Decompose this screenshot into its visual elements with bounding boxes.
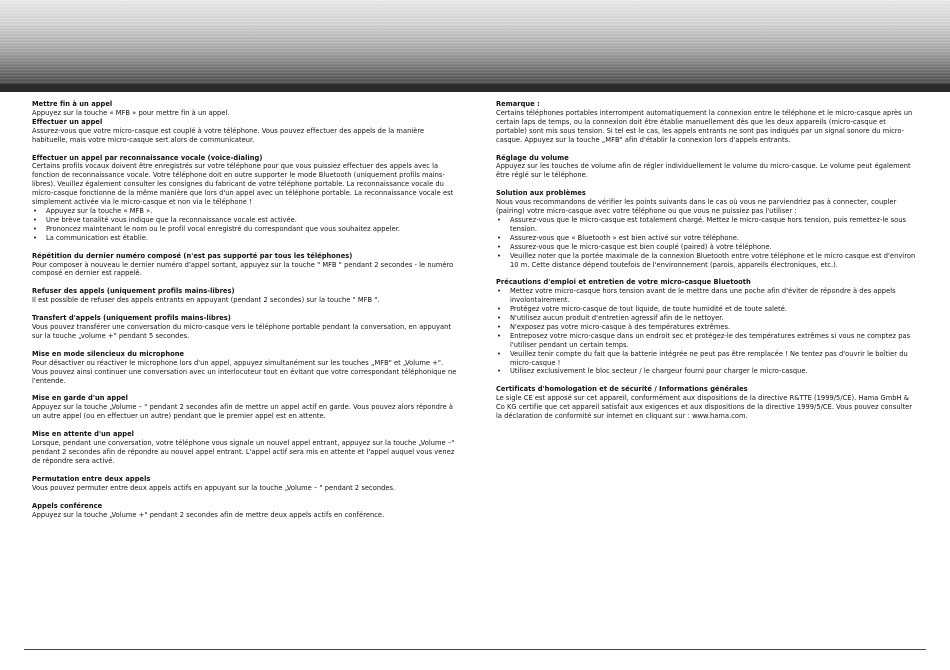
list-item: • Veuillez tenir compte du fait que la batterie intégrée ne peut pas être remplacée ! Ne tentez pas d'ouvrir le boîtier du micro-casque ! [496, 350, 916, 368]
bullet-list [32, 207, 457, 243]
heading: Permutation entre deux appels [32, 473, 151, 483]
heading: Répétition du dernier numéro composé (n'est pas supporté par tous les téléphones) [32, 250, 353, 260]
list-item: • Appuyez sur la touche « MFB ». [32, 207, 457, 216]
section-garde [32, 394, 457, 421]
section-remarque [496, 100, 916, 145]
header-dark-bar [0, 84, 950, 92]
paragraph: Il est possible de refuser des appels entrants en appuyant (pendant 2 secondes) sur la touche " MFB ". [32, 295, 380, 305]
heading: Remarque : [496, 99, 540, 108]
heading: Réglage du volume [496, 152, 569, 162]
heading: Refuser des appels (uniquement profils mains-libres) [32, 286, 235, 296]
right-column [496, 100, 916, 430]
section-silencieux [32, 350, 457, 386]
heading: Solution aux problèmes [496, 188, 586, 198]
heading: Mise en mode silencieux du microphone [32, 348, 185, 358]
paragraph: Vous pouvez permuter entre deux appels actifs en appuyant sur la touche „Volume – " pendant 2 secondes. [32, 482, 396, 492]
section-permutation [32, 475, 457, 493]
section-voice-dialing [32, 154, 457, 243]
heading: Effectuer un appel par reconnaissance vocale (voice-dialing) [32, 152, 263, 162]
list-item: • Utilisez exclusivement le bloc secteur / le chargeur fourni pour charger le micro-casque. [496, 367, 916, 376]
bullet-list [496, 287, 916, 376]
list-item: • Assurez-vous que le micro-casque est totalement chargé. Mettez le micro-casque hors tension, puis remettez-le sous tension. [496, 216, 916, 234]
paragraph: Appuyez sur la touche „Volume – " pendant 2 secondes afin de mettre un appel actif en garde. Vous pouvez alors répondre à un autre appel (ou en effectuer un autre) pendant que le premier appel est en attente. [32, 402, 454, 421]
paragraph: Vous pouvez transférer une conversation du micro-casque vers le téléphone portable pendant la conversation, en appuyant sur la touche „volume +" pendant 5 secondes. [32, 322, 452, 340]
section-solution [496, 189, 916, 269]
list-item: • Une brève tonalité vous indique que la reconnaissance vocale est activée. [32, 216, 457, 225]
heading: Mettre fin à un appel [32, 99, 113, 108]
left-column [32, 100, 457, 528]
section-reglage [496, 154, 916, 181]
paragraph: Lorsque, pendant une conversation, votre téléphone vous signale un nouvel appel entrant, appuyez sur la touche „Volume –" pendant 2 secondes afin de répondre au nouvel appel entrant. L'appel actif sera mis en attente et l'appel auquel vous venez de répondre sera activé. [32, 438, 455, 465]
heading: Précautions d'emploi et entretien de votre micro-casque Bluetooth [496, 277, 751, 287]
heading: Mise en attente d'un appel [32, 429, 135, 439]
paragraph: Appuyez sur la touche „Volume +" pendant 2 secondes afin de mettre deux appels actifs en conférence. [32, 509, 385, 519]
list-item: • Entreposez votre micro-casque dans un endroit sec et protégez-le des températures extrêmes si vous ne comptez pas l'utiliser pendant un certain temps. [496, 332, 916, 350]
section-refuser [32, 287, 457, 305]
list-item: • Prononcez maintenant le nom ou le profil vocal enregistré du correspondant que vous souhaitez appeler. [32, 225, 457, 234]
list-item: • Protégez votre micro-casque de tout liquide, de toute humidité et de toute saleté. [496, 305, 916, 314]
paragraph: Appuyez sur la touche « MFB » pour mettre fin à un appel. [32, 107, 230, 117]
section-conference [32, 502, 457, 520]
list-item: • Assurez-vous que « Bluetooth » est bien activé sur votre téléphone. [496, 234, 916, 243]
paragraph: Appuyez sur les touches de volume afin de régler individuellement le volume du micro-casque. Le volume peut également être réglé sur le téléphone. [496, 161, 911, 180]
paragraph: Assurez-vous que votre micro-casque est couplé à votre téléphone. Vous pouvez effectuer des appels de la manière habituelle, mais votre micro-casque sert alors de communicateur. [32, 125, 425, 144]
header-metal-band [0, 0, 950, 84]
heading: Appels conférence [32, 500, 103, 510]
heading: Mise en garde d'un appel [32, 393, 128, 403]
bullet-list [496, 216, 916, 269]
paragraph: Pour composer à nouveau le dernier numéro d'appel sortant, appuyez sur la touche " MFB " pendant 2 secondes - le numéro composé en dernier est rappelé. [32, 259, 454, 278]
paragraph: Certains téléphones portables interrompent automatiquement la connexion entre le téléphone et le micro-casque après un certain laps de temps, ou la connexion doit être établie manuellement dès que les deux appareils (micro-casque et portable) sont mis sous tension. Si tel est le cas, les appels entrants ne sont pas indiqués par un signal sonore du micro-casque. Appuyez sur la touche „MFB" afin d'établir la connexion lors d'appels entrants. [496, 107, 913, 144]
list-item: • Assurez-vous que le micro-casque est bien couplé (paired) à votre téléphone. [496, 243, 916, 252]
heading: Transfert d'appels (uniquement profils mains-libres) [32, 313, 231, 323]
heading: Effectuer un appel [32, 116, 103, 126]
list-item: • N'exposez pas votre micro-casque à des températures extrêmes. [496, 323, 916, 332]
section-transfert [32, 314, 457, 341]
paragraph: Le sigle CE est apposé sur cet appareil, conformément aux dispositions de la directive R&TTE (1999/5/CE). Hama GmbH & Co KG certifie que cet appareil satisfait aux exigences et aux dispositions de la directive 1999/5/CE. Vous pouvez consulter la déclaration de conformité sur internet en cliquant sur : www.hama.com. [496, 393, 913, 421]
section-attente [32, 430, 457, 466]
section-mettre-fin [32, 100, 457, 118]
paragraph: Nous vous recommandons de vérifier les points suivants dans le cas où vous ne parviendriez pas à connecter, coupler (pairing) votre micro-casque avec votre téléphone ou que vous ne puissiez pas l'utiliser : [496, 197, 897, 216]
heading: Certificats d'homologation et de sécurité / Informations générales [496, 384, 748, 394]
list-item: • N'utilisez aucun produit d'entretien agressif afin de le nettoyer. [496, 314, 916, 323]
section-certificats [496, 385, 916, 421]
paragraph: Certains profils vocaux doivent être enregistrés sur votre téléphone pour que vous puissiez effectuer des appels avec la fonction de reconnaissance vocale. Votre téléphone doit en outre supporter le mode Bluetooth (uniquement profils mains-libres). Veuillez également consulter les consignes du fabricant de votre téléphone portable. La reconnaissance vocale du micro-casque fonctionne de la même manière que lors d'un appel avec un téléphone portable. La reconnaissance vocale est simplement activée via le micro-casque et non via le téléphone ! [32, 161, 454, 207]
section-precautions [496, 278, 916, 376]
paragraph: Pour désactiver ou réactiver le microphone lors d'un appel, appuyez simultanément sur les touches „MFB" et „Volume +". Vous pouvez ainsi continuer une conversation avec un interlocuteur tout en évitant que votre correspondant téléphonique ne l'entende. [32, 357, 457, 385]
section-repetition [32, 252, 457, 279]
list-item: • Mettez votre micro-casque hors tension avant de le mettre dans une poche afin d'éviter de répondre à des appels involontairement. [496, 287, 916, 305]
section-effectuer [32, 118, 457, 145]
bottom-rule [24, 649, 926, 650]
list-item: • Veuillez noter que la portée maximale de la connexion Bluetooth entre votre téléphone et le micro casque est d'environ 10 m. Cette distance dépend toutefois de l'environnement (parois, appareils électroniques, etc.). [496, 252, 916, 270]
list-item: • La communication est établie. [32, 234, 457, 243]
